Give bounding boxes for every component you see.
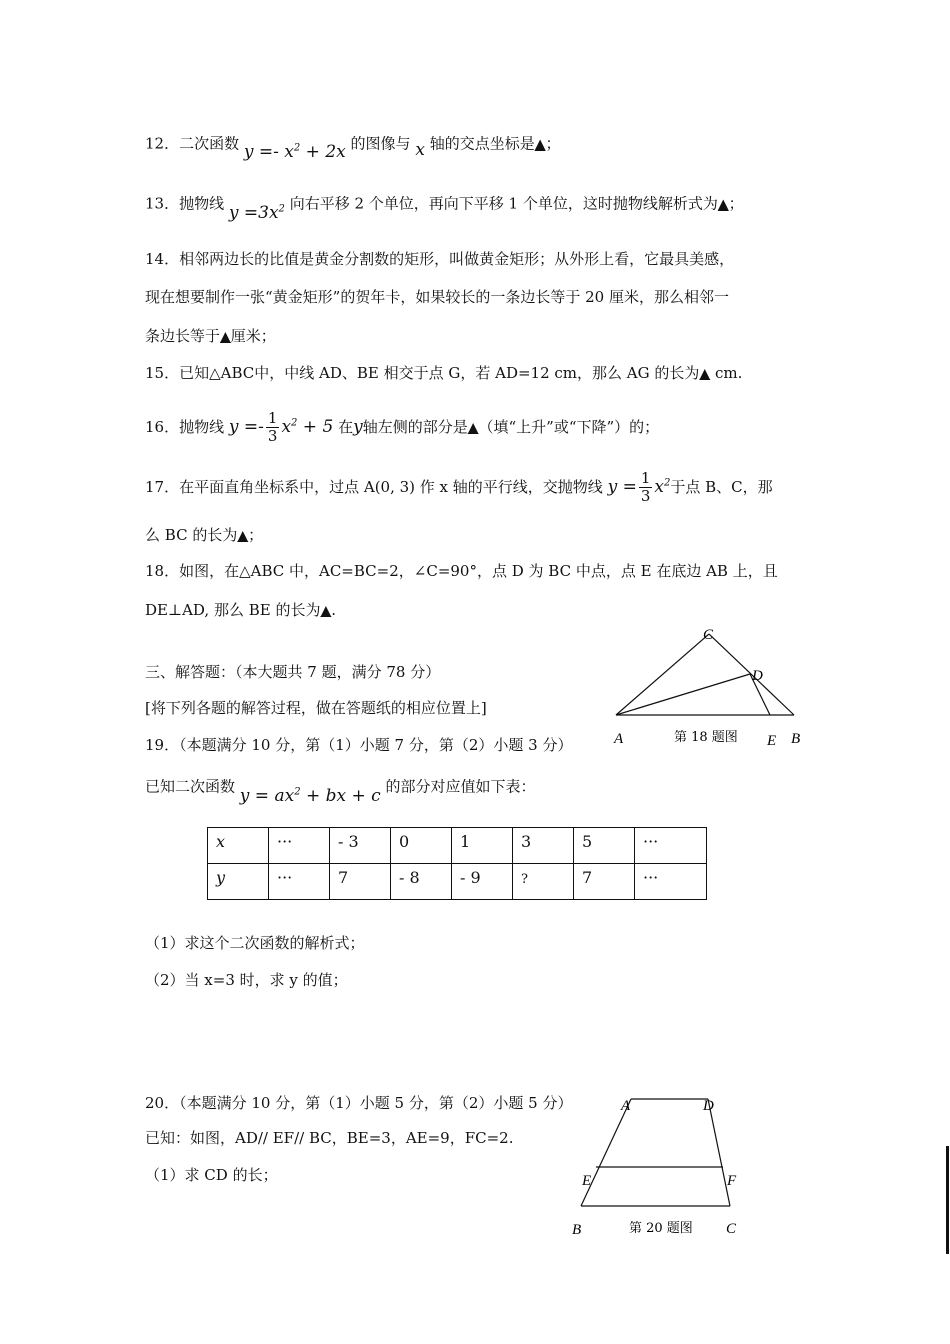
table-cell: 7 (330, 864, 391, 900)
question-14-line-2: 现在想要制作一张“黄金矩形”的贺年卡，如果较长的一条边长等于 20 厘米，那么相邻一 (145, 288, 729, 306)
fig20-label-E: E (582, 1173, 592, 1189)
q12-x-var: x (415, 139, 425, 160)
question-16: 16．抛物线 y =- $\frac{1}{3}$ $x^2 + 5$ 在y轴左侧的部分是▲（填“上升”或“下降”）的； (145, 409, 660, 445)
q12-text-post: 轴的交点坐标是 (429, 134, 535, 153)
table-cell: ··· (635, 864, 707, 900)
question-19-intro: 已知二次函数 $y = ax^2$ + bx + c 的部分对应值如下表： (145, 777, 536, 806)
q13-answer-blank: ▲ (717, 196, 729, 213)
table-cell: ? (513, 864, 574, 900)
question-12: 12．二次函数 $y =- x^2 + 2x$ 的图像与 x 轴的交点坐标是▲； (145, 134, 561, 162)
fig20-label-C: C (726, 1221, 737, 1237)
fig18-label-C: C (703, 627, 714, 643)
figure-18-triangle (600, 622, 820, 752)
figure-20-trapezoid (565, 1090, 765, 1245)
table-cell: ··· (635, 828, 707, 864)
q15-answer-blank: ▲ (699, 366, 711, 382)
fig20-label-D: D (703, 1098, 714, 1114)
q17-answer-blank: ▲ (237, 528, 249, 544)
fig18-label-E: E (767, 733, 777, 749)
table-cell: - 3 (330, 828, 391, 864)
question-18-line-1: 18．如图，在△ABC 中，AC=BC=2，∠C=90°，点 D 为 BC 中点，点 E 在底边 AB 上，且 (145, 562, 778, 580)
table-cell: y (208, 864, 269, 900)
q12-text-pre: 二次函数 (179, 134, 240, 153)
question-18-line-2: DE⊥AD, 那么 BE 的长为▲. (145, 601, 337, 619)
table-cell: 1 (452, 828, 513, 864)
fig18-label-D: D (752, 668, 763, 684)
fig20-label-F: F (727, 1173, 737, 1189)
fig18-label-B: B (791, 731, 801, 747)
page-edge-bar (946, 1146, 949, 1254)
q13-formula: $y =3x^2$ (228, 202, 285, 223)
table-cell: - 8 (391, 864, 452, 900)
q12-number: 12． (145, 134, 180, 153)
q13-text-post: 向右平移 2 个单位，再向下平移 1 个单位，这时抛物线解析式为 (289, 194, 718, 213)
q12-formula: $y =- x^2 + 2x$ (243, 141, 346, 162)
question-20-part-1: （1）求 CD 的长； (145, 1166, 278, 1184)
question-20-given: 已知：如图，AD// EF// BC，BE=3，AE=9，FC=2. (145, 1129, 514, 1147)
question-14-line-1: 14．相邻两边长的比值是黄金分割数的矩形，叫做黄金矩形；从外形上看，它最具美感， (145, 250, 735, 268)
fig18-label-A: A (614, 731, 624, 747)
fig18-caption: 第 18 题图 (674, 730, 738, 745)
q16-formula: y =- $\frac{1}{3}$ $x^2 + 5$ (228, 409, 334, 445)
section-3-note: [将下列各题的解答过程，做在答题纸的相应位置上] (145, 699, 487, 717)
question-17-line-2: 么 BC 的长为▲； (145, 526, 264, 544)
table-cell: 0 (391, 828, 452, 864)
table-cell: x (208, 828, 269, 864)
table-row (208, 864, 707, 900)
table-row (208, 828, 707, 864)
q13-number: 13． (145, 194, 180, 213)
q13-text-pre: 抛物线 (179, 194, 225, 213)
question-14-line-3: 条边长等于▲厘米； (145, 327, 276, 345)
question-17: 17．在平面直角坐标系中，过点 A(0, 3) 作 x 轴的平行线，交抛物线 y = $\frac{1}{3}$ $x^2$于点 B、C，那 (145, 469, 773, 505)
table-cell: 3 (513, 828, 574, 864)
q12-answer-blank: ▲ (534, 136, 546, 153)
fig20-label-A: A (621, 1098, 631, 1114)
q14-answer-blank: ▲ (220, 329, 231, 345)
q18-answer-blank: ▲ (320, 603, 332, 619)
table-cell: ··· (269, 864, 330, 900)
question-13: 13．抛物线 $y =3x^2$ 向右平移 2 个单位，再向下平移 1 个单位，这时抛物线解析式为▲； (145, 194, 744, 223)
table-cell: - 9 (452, 864, 513, 900)
q19-value-table (207, 827, 707, 900)
q12-text-mid: 的图像与 (350, 134, 411, 153)
table-cell: ··· (269, 828, 330, 864)
table-cell: 7 (574, 864, 635, 900)
fig20-label-B: B (572, 1222, 582, 1238)
q17-formula: y = $\frac{1}{3}$ $x^2$ (607, 469, 671, 505)
question-19-part-2: （2）当 x=3 时，求 y 的值； (145, 971, 348, 989)
question-19-part-1: （1）求这个二次函数的解析式； (145, 934, 365, 952)
question-15: 15．已知△ABC中，中线 AD、BE 相交于点 G，若 AD=12 cm，那么 AG 的长为▲ cm. (145, 364, 743, 382)
q16-answer-blank: ▲ (467, 420, 479, 436)
table-cell: 5 (574, 828, 635, 864)
section-3-title: 三、解答题：（本大题共 7 题，满分 78 分） (145, 663, 441, 681)
q19-formula: $y = ax^2$ + bx + c (239, 785, 381, 806)
fig20-caption: 第 20 题图 (629, 1221, 693, 1236)
question-20-header: 20．（本题满分 10 分，第（1）小题 5 分，第（2）小题 5 分） (145, 1094, 573, 1112)
question-19-header: 19．（本题满分 10 分，第（1）小题 7 分，第（2）小题 3 分） (145, 736, 573, 754)
